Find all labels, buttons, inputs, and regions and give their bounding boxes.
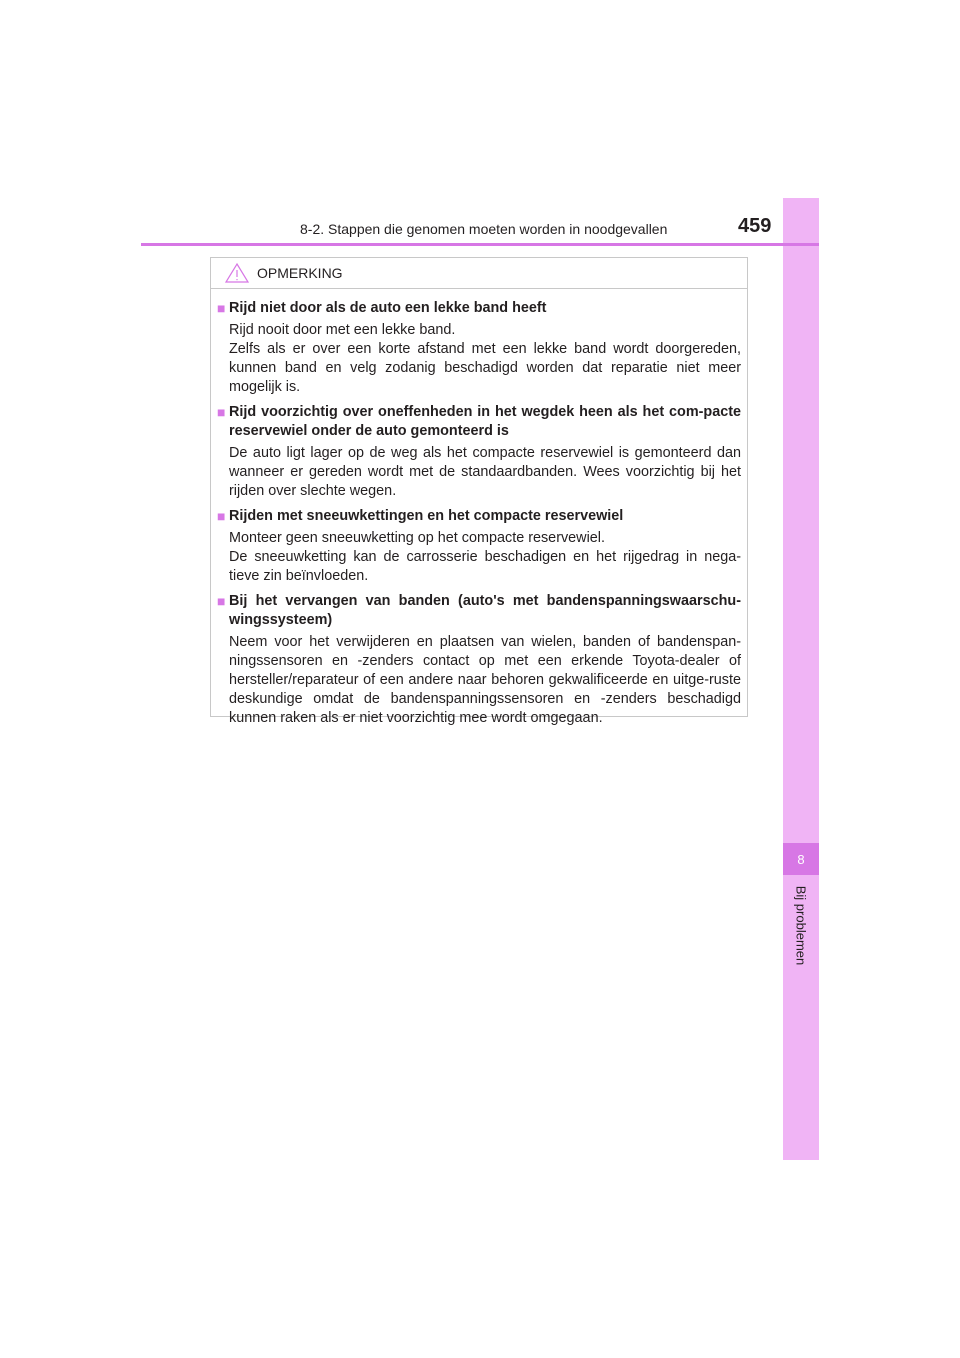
chapter-number: 8 bbox=[797, 851, 805, 867]
chapter-label-tab bbox=[783, 880, 819, 970]
notice-item bbox=[217, 403, 741, 501]
square-bullet-icon: ■ bbox=[217, 508, 226, 524]
chapter-number-tab[interactable] bbox=[783, 843, 819, 875]
notice-item-text: De sneeuwketting kan de carrosserie beschadigen en het rijgedrag in nega-tieve zin beïnvloeden. bbox=[229, 549, 741, 584]
notice-item-text: Neem voor het verwijderen en plaatsen van wielen, banden of bandenspan-ningssensoren en -zenders contact op met een erkende Toyota-dealer of hersteller/reparateur of een andere naar behoren gekwalificeerde en uitge-ruste deskundige omdat de bandenspanningssensoren en -zenders beschadigd kunnen raken als er niet voorzichtig mee wordt omgegaan. bbox=[229, 634, 741, 726]
notice-heading: OPMERKING bbox=[257, 265, 343, 281]
notice-body bbox=[211, 289, 747, 728]
notice-item-text: Rijd nooit door met een lekke band. bbox=[229, 322, 456, 338]
notice-header bbox=[211, 258, 747, 289]
header-divider bbox=[141, 243, 819, 246]
notice-item bbox=[217, 507, 741, 586]
notice-item-title: Rijd voorzichtig over oneffenheden in het wegdek heen als het com-pacte reservewiel onder de auto gemonteerd is bbox=[229, 404, 741, 439]
notice-item-text: De auto ligt lager op de weg als het compacte reservewiel is gemonteerd dan wanneer er gereden wordt met de standaardbanden. Wees voorzichtig bij het rijden over slechte wegen. bbox=[229, 445, 741, 499]
notice-item bbox=[217, 592, 741, 728]
square-bullet-icon: ■ bbox=[217, 593, 226, 609]
notice-item-text: Zelfs als er over een korte afstand met een lekke band wordt doorgereden, kunnen band en velg zodanig beschadigd worden dat reparatie niet meer mogelijk is. bbox=[229, 341, 741, 395]
square-bullet-icon: ■ bbox=[217, 300, 226, 316]
notice-box bbox=[210, 257, 748, 726]
notice-item bbox=[217, 299, 741, 397]
page-number: 459 bbox=[738, 215, 772, 237]
warning-triangle-icon bbox=[225, 262, 249, 284]
notice-item-title: Rijd niet door als de auto een lekke band heeft bbox=[229, 300, 547, 316]
notice-item-text: Monteer geen sneeuwketting op het compacte reservewiel. bbox=[229, 530, 605, 546]
notice-item-title: Bij het vervangen van banden (auto's met bandenspanningswaarschu-wingssysteem) bbox=[229, 593, 741, 628]
square-bullet-icon: ■ bbox=[217, 404, 226, 420]
section-title: 8-2. Stappen die genomen moeten worden in noodgevallen bbox=[300, 221, 668, 237]
chapter-side-tab bbox=[783, 198, 819, 1160]
chapter-label: Bij problemen bbox=[793, 885, 809, 965]
notice-item-title: Rijden met sneeuwkettingen en het compacte reservewiel bbox=[229, 508, 624, 524]
